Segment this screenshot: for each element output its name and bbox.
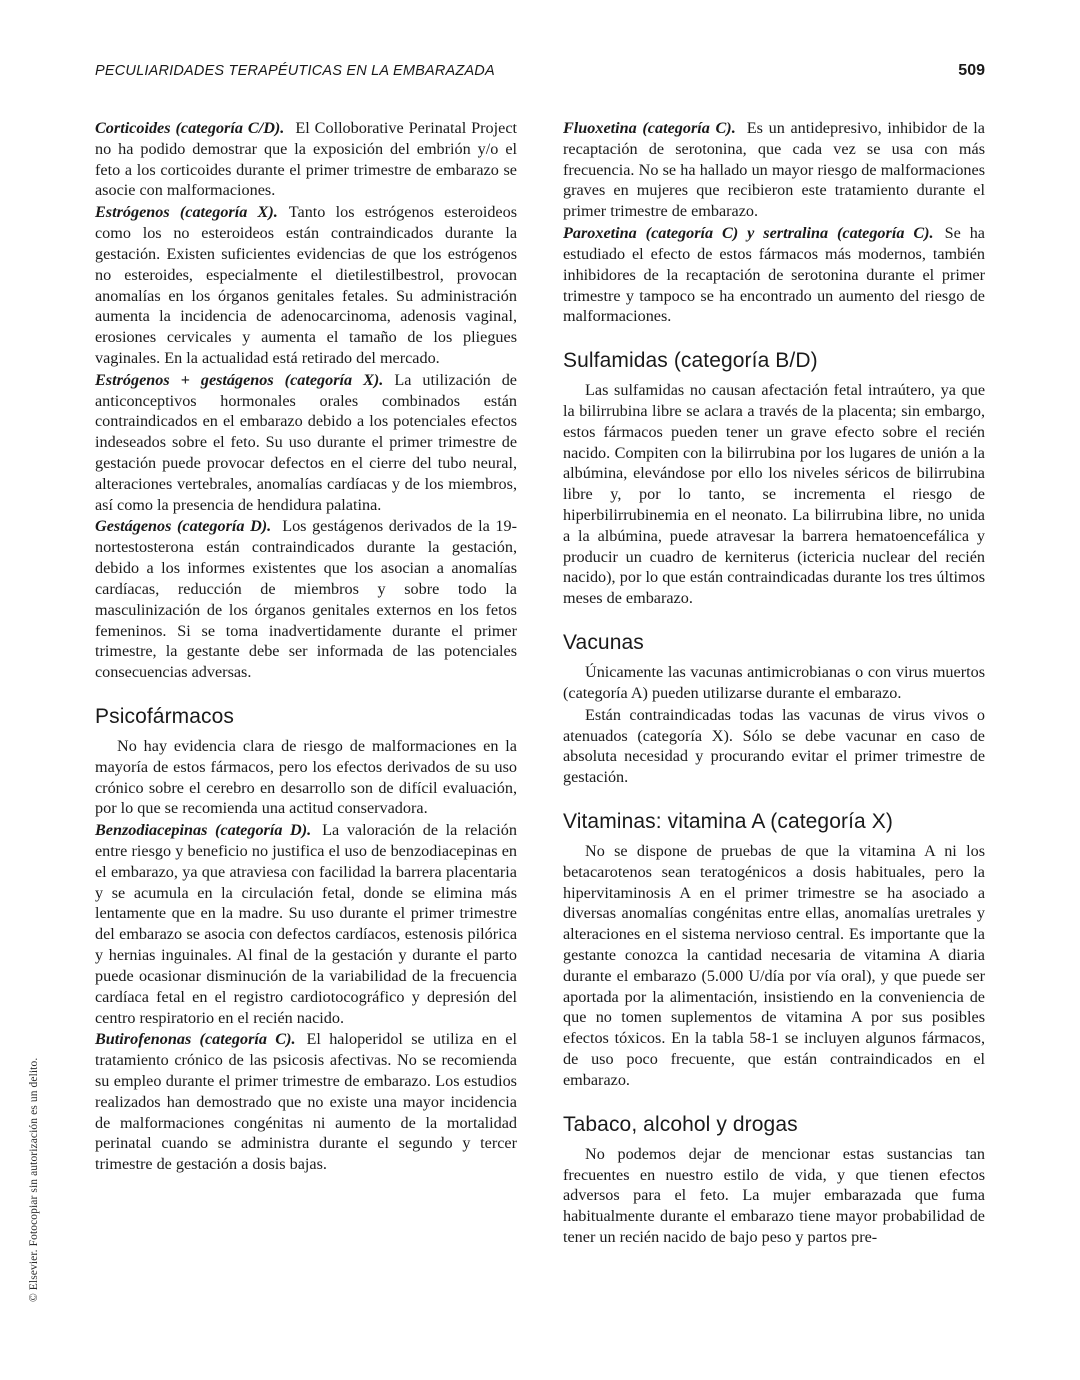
paragraph <box>563 118 985 222</box>
running-head <box>95 62 985 80</box>
left-column <box>95 118 517 1248</box>
paragraph-text: El haloperidol se utiliza en el tratamiento crónico de las psicosis afectivas. No se recomienda su empleo durante el primer trimestre de embarazo. Los estudios realizados han demostrado que no existe una mayor incidencia de malformaciones congénitas ni aumento de la mortalidad perinatal cuando se administra durante el segundo y tercer trimestre de gestación a dosis bajas. <box>95 1030 517 1174</box>
paragraph-text: Tanto los estrógenos esteroideos como los no esteroideos están contraindicados durante la gestación. Existen suficientes evidencias de que los estrógenos no esteroides, especialmente el dietilestilbestrol, provocan anomalías en los órganos genitales fetales. Su administración aumenta la incidencia de adenocarcinoma, adenosis vaginal, erosiones cervicales y aumenta el tamaño de los pliegues vaginales. En la actualidad está retirado del mercado. <box>95 203 517 367</box>
paragraph-lead: Benzodiacepinas (categoría D). <box>95 821 312 840</box>
paragraph-lead: Estrógenos (categoría X). <box>95 203 278 222</box>
paragraph <box>95 118 517 201</box>
paragraph: Únicamente las vacunas antimicrobianas o con virus muertos (categoría A) pueden utilizarse durante el embarazo. <box>563 663 985 702</box>
paragraph: No hay evidencia clara de riesgo de malformaciones en la mayoría de estos fármacos, pero los efectos derivados de su uso crónico sobre el cerebro en desarrollo son de difícil evaluación, por lo que se recomienda una actitud conservadora. <box>95 736 517 818</box>
paragraph-text: La valoración de la relación entre riesgo y beneficio no justifica el uso de benzodiacepinas en el embarazo, ya que atraviesa con facilidad la barrera placentaria y se acumula en la circulación fetal, donde se elimina más lentamente que en la madre. Su uso durante el primer trimestre del embarazo se asocia con defectos cardíacos, estenosis pilórica y hernias inguinales. Al final de la gestación y durante el parto puede ocasionar disminución de la variabilidad de la frecuencia cardíaca fetal en el registro cardiotocográfico y depresión del centro respiratorio en el recién nacido. <box>95 821 517 1027</box>
paragraph: No podemos dejar de mencionar estas sustancias tan frecuentes en nuestro estilo de vida, y que tienen efectos adversos para el feto. La mujer embarazada que fuma habitualmente durante el embarazo tiene mayor probabilidad de tener un recién nacido de bajo peso y partos pre- <box>563 1144 985 1246</box>
paragraph-lead: Butirofenonas (categoría C). <box>95 1030 296 1049</box>
paragraph: No se dispone de pruebas de que la vitamina A ni los betacarotenos sean teratogénicos a dosis habituales, pero la hipervitaminosis A en el primer trimestre se ha asociado a diversas anomalías congénitas entre ellas, anomalías uretrales y alteraciones en el sistema nervioso central. Es importante que la gestante conozca la cantidad necesaria de vitamina A diaria durante el embarazo (5.000 U/día por vía oral), y que puede ser aportada por la alimentación, insistiendo en la conveniencia de que no tomen suplementos de vitamina A por sus posibles efectos tóxicos. En la tabla 58-1 se incluyen algunos fármacos, de uso poco frecuente, que están contraindicados en el embarazo. <box>563 841 985 1089</box>
right-column <box>563 118 985 1248</box>
section-heading-vacunas: Vacunas <box>563 631 644 655</box>
copyright-note: © Elsevier. Fotocopiar sin autorización es un delito. <box>28 1057 40 1302</box>
paragraph-text: Los gestágenos derivados de la 19-nortestosterona están contraindicados durante la gestación, debido a los informes existentes que los asocian a anomalías cardíacas, reducción de miembros y sobre todo la masculinización de los órganos genitales externos en los fetos femeninos. Si se toma inadvertidamente durante el primer trimestre, la gestante debe ser informada de las potenciales consecuencias adversas. <box>95 517 517 682</box>
paragraph <box>95 820 517 1028</box>
paragraph: Están contraindicadas todas las vacunas de virus vivos o atenuados (categoría X). Sólo se debe vacunar en caso de absoluta necesidad y procurando evitar el primer trimestre de gestación. <box>563 705 985 787</box>
section-heading-tabaco-alcohol-drogas: Tabaco, alcohol y drogas <box>563 1112 798 1136</box>
running-head-title: PECULIARIDADES TERAPÉUTICAS EN LA EMBARAZADA <box>95 63 495 79</box>
paragraph-lead: Fluoxetina (categoría C). <box>563 119 736 137</box>
section-heading-vitaminas: Vitaminas: vitamina A (categoría X) <box>563 809 893 833</box>
paragraph <box>563 223 985 327</box>
paragraph <box>95 370 517 516</box>
paragraph-lead: Estrógenos + gestágenos (categoría X). <box>95 370 384 389</box>
page-number: 509 <box>958 62 985 79</box>
paragraph: Las sulfamidas no causan afectación fetal intraútero, ya que la bilirrubina libre se aclara a través de la placenta; sin embargo, estos fármacos pueden tener un grave efecto sobre el recién nacido. Compiten con la bilirrubina por los lugares de unión a la albúmina, elevándose por ello los niveles séricos de bilirrubina libre y, por lo tanto, se incrementa el riesgo de hiperbilirrubinemia en el neonato. La bilirrubina libre, no unida a la albúmina, puede atravesar la barrera hematoencefálica y producir un cuadro de kerniterus (ictericia nuclear del recién nacido), por lo que están contraindicadas durante los tres últimos meses de embarazo. <box>563 381 985 608</box>
paragraph <box>95 516 517 683</box>
section-heading-sulfamidas: Sulfamidas (categoría B/D) <box>563 349 818 373</box>
paragraph-lead: Corticoides (categoría C/D). <box>95 119 285 137</box>
paragraph-lead: Gestágenos (categoría D). <box>95 517 272 536</box>
paragraph <box>95 1029 517 1175</box>
paragraph-text: Es un antidepresivo, inhibidor de la recaptación de serotonina, que cada vez se usa con más frecuencia. No se ha hallado un mayor riesgo de malformaciones graves en mujeres que recibieron este tratamiento durante el primer trimestre de embarazo. <box>563 119 985 221</box>
paragraph-lead: Paroxetina (categoría C) y sertralina (categoría C). <box>563 224 934 243</box>
paragraph <box>95 202 517 369</box>
paragraph-text: La utilización de anticonceptivos hormonales orales combinados están contraindicados en el embarazo debido a los potenciales efectos indeseados sobre el feto. Su uso durante el primer trimestre de gestación puede provocar defectos en el cierre del tubo neural, alteraciones vertebrales, anomalías cardíacas y de los miembros, así como la presencia de hendidura palatina. <box>95 370 517 514</box>
paragraph-text: El Colloborative Perinatal Project no ha podido demostrar que la exposición del embrión y/o el feto a los corticoides durante el primer trimestre de embarazo se asocie con malformaciones. <box>95 119 518 200</box>
body-columns <box>95 118 985 1248</box>
paragraph-text: Se ha estudiado el efecto de estos fármacos más modernos, también inhibidores de la recaptación de serotonina durante el primer trimestre y tampoco se ha encontrado un aumento del riesgo de malformaciones. <box>563 224 985 326</box>
section-heading-psicofarmacos: Psicofármacos <box>95 704 235 728</box>
